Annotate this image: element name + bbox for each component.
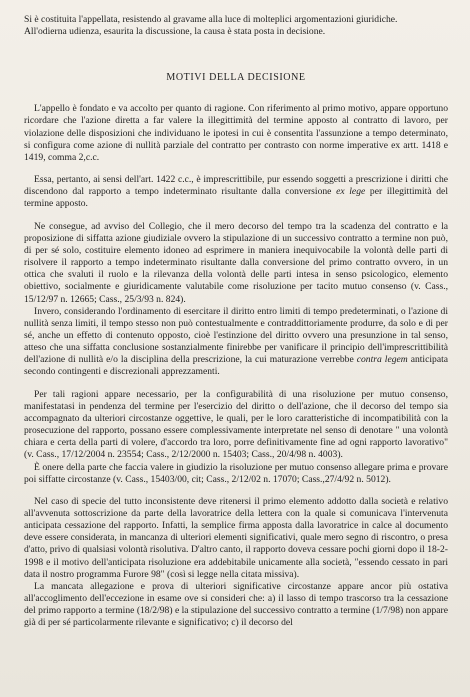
section-heading: MOTIVI DELLA DECISIONE [166,72,306,84]
paragraph-2-pre: Essa, pertanto, ai sensi dell'art. 1422 c.c., è imprescrittibile, pur essendo soggetti a prescrizione i diritti che discendono dal rapporto a tempo indeterminato risultante dalla conversione [24,174,448,198]
intro-text [24,14,448,38]
paragraph-4 [24,306,448,379]
paragraph-2 [24,174,448,210]
paragraph-8: La mancata allegazione e prova di ulteriori significative circostanze appare ancor più ostativa all'accoglimento dell'eccezione in esame ove si consideri che: a) il lasso di tempo trascorso tra la cessazione del primo rapporto a termine (18/2/98) e la stipulazione del successivo contratto a termine (1/7/98) non appare già di per sé particolarmente rilevante e significativo; c) il decorso del [24,580,448,629]
paragraph-1: L'appello è fondato e va accolto per quanto di ragione. Con riferimento al primo motivo, appare opportuno ricordare che l'azione diretta a far valere la illegittimità del termine apposto al contratto di lavoro, per violazione delle disposizioni che individuano le ipotesi in cui è consentita l'assunzione a tempo determinato, si configura come azione di nullità parziale del contratto per contrasto con norme imperative ex artt. 1418 e 1419, comma 2,c.c. [24,103,448,163]
paragraph-2-post: per illegittimità del termine apposto. [24,186,448,210]
paragraph-4-pre: Invero, considerando l'ordinamento di esercitare il diritto entro limiti di tempo predeterminati, o l'azione di nullità senza limiti, il tempo stesso non può contestualmente e contraddittoriamente produrre, da solo e di per sé, anche un effetto di contenuto opposto, cioè l'estinzione del diritto ovvero una presunzione in tal senso, atteso che una siffatta conclusione sostanzialmente finirebbe per vanificare il principio dell'imprescrittibilità dell'azione di nullità e/o la disciplina della prescrizione, la cui maturazione verrebbe [24,305,448,366]
paragraph-6: È onere della parte che faccia valere in giudizio la risoluzione per mutuo consenso allegare prima e provare poi siffatte circostanze (v. Cass., 15403/00, cit; Cass., 2/12/02 n. 17070; Cass.,27/4/92 n. 5012). [24,461,448,485]
paragraph-4-post: anticipata secondo contingenti e discrezionali apprezzamenti. [24,354,449,378]
paragraph-5: Per tali ragioni appare necessario, per la configurabilità di una risoluzione per mutuo consenso, manifestatasi in pendenza del termine per l'esercizio del diritto o dell'azione, che il decorso del tempo sia accompagnato da ulteriori circostanze oggettive, le quali, per le loro caratteristiche di incompatibilità con la prosecuzione del rapporto, possano essere complessivamente interpretate nel senso di denotare " una volontà chiara e certa della parti di volere, d'accordo tra loro, porre definitivamente fine ad ogni rapporto lavorativo" (v. Cass., 17/12/2004 n. 23554; Cass., 2/12/2000 n. 15403; Cass., 20/4/98 n. 4003). [24,388,448,461]
paragraph-2-italic: ex lege [336,186,366,198]
intro-line-2: All'odierna udienza, esaurita la discussione, la causa è stata posta in decisione. [24,26,326,38]
paragraph-4-italic: contra legem [356,354,408,366]
paragraph-7: Nel caso di specie del tutto inconsistente deve ritenersi il primo elemento addotto dalla società e relativo all'avvenuta sottoscrizione da parte della lavoratrice della lettera con la quale si comunicava l'intervenuta anticipata cessazione del rapporto. Infatti, la semplice firma apposta dalla lavoratrice in calce al documento deve essere considerata, in mancanza di ulteriori elementi significativi, quale mero segno di riscontro, o presa d'atto, privo di qualsiasi volontà risolutiva. D'altro canto, il rapporto doveva cessare pochi giorni dopo il 18-2-1998 e il motivo dell'anticipata risoluzione era addebitabile unicamente alla società, "essendo cessato in pari data il nostro programma Furore 98" (così si legge nella citata missiva). [24,495,448,580]
intro-line-1: Si è costituita l'appellata, resistendo al gravame alla luce di molteplici argomentazioni giuridiche. [24,14,398,25]
paragraph-3: Ne consegue, ad avviso del Collegio, che il mero decorso del tempo tra la scadenza del contratto e la proposizione di siffatta azione giudiziale ovvero la stipulazione di un successivo contratto a termine non può, di per sé solo, costituire elemento idoneo ad esprimere in maniera inequivocabile la volontà delle parti di risolvere il rapporto a tempo indeterminato risultante dalla conversione del primo contratto ovvero, in un ottica che svaluti il ruolo e la rilevanza della volontà delle parti intesa in senso psicologico, elemento obiettivo, socialmente e giuridicamente valutabile come risoluzione per tacito mutuo consenso (v. Cass., 15/12/97 n. 12665; Cass., 25/3/93 n. 824). [24,220,448,305]
